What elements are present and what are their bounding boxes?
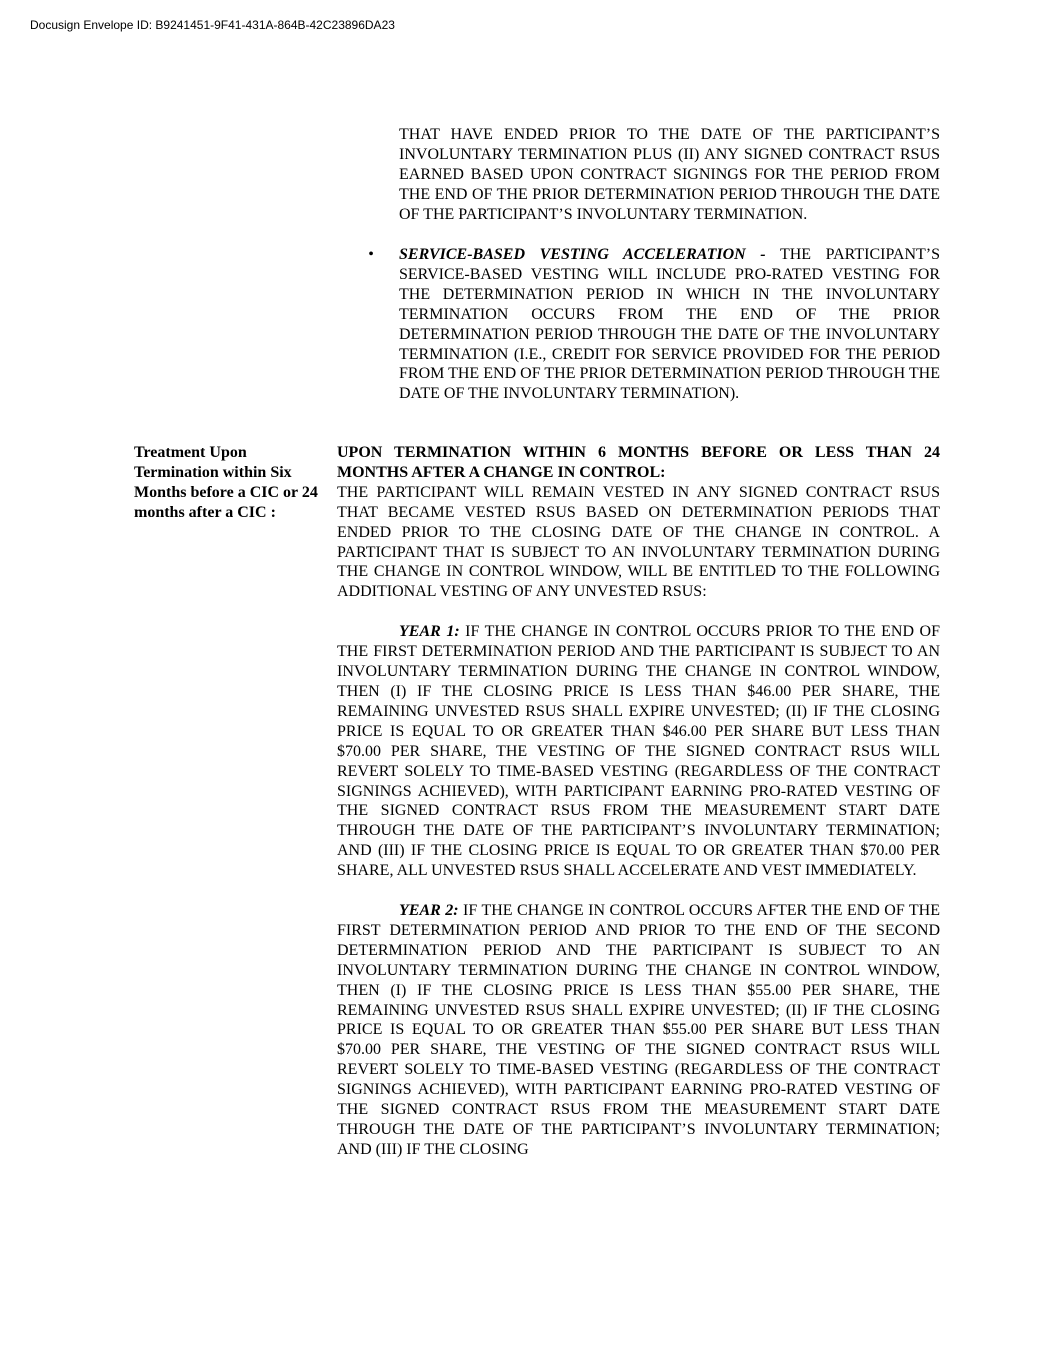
year1-text: IF THE CHANGE IN CONTROL OCCURS PRIOR TO THE END OF THE FIRST DETERMINATION PERIOD AND THE PARTICIPANT IS SUBJECT TO AN INVOLUNTARY TERMINATION DURING THE CHANGE IN CONTROL WINDOW, THEN (I) IF THE CLOSING PRICE IS LESS THAN $46.00 PER SHARE, THE REMAINING UNVESTED RSUS SHALL EXPIRE UNVESTED; (II) IF THE CLOSING PRICE IS EQUAL TO OR GREATER THAN $46.00 PER SHARE BUT LESS THAN $70.00 PER SHARE, THE VESTING OF THE SIGNED CONTRACT RSUS WILL REVERT SOLELY TO TIME-BASED VESTING (REGARDLESS OF THE CONTRACT SIGNINGS ACHIEVED), WITH PARTICIPANT EARNING PRO-RATED VESTING OF THE SIGNED CONTRACT RSUS FROM THE MEASUREMENT START DATE THROUGH THE DATE OF THE PARTICIPANT’S INVOLUNTARY TERMINATION; AND (III) IF THE CLOSING PRICE IS EQUAL TO OR GREATER THAN $70.00 PER SHARE, ALL UNVESTED RSUS SHALL ACCELERATE AND VEST IMMEDIATELY. (337, 623, 940, 880)
bullet-text: THE PARTICIPANT’S SERVICE-BASED VESTING WILL INCLUDE PRO-RATED VESTING FOR THE DETERMINATION PERIOD IN WHICH IN THE INVOLUNTARY TERMINATION OCCURS FROM THE END OF THE PRIOR DETERMINATION PERIOD THROUGH THE DATE OF THE INVOLUNTARY TERMINATION (I.E., CREDIT FOR SERVICE PROVIDED FOR THE PERIOD FROM THE END OF THE PRIOR DETERMINATION PERIOD THROUGH THE DATE OF THE INVOLUNTARY TERMINATION). (399, 246, 940, 403)
service-based-vesting-bullet (365, 245, 940, 404)
bullet-icon: • (368, 246, 374, 263)
year2-text: IF THE CHANGE IN CONTROL OCCURS AFTER THE END OF THE FIRST DETERMINATION PERIOD AND PRIOR TO THE END OF THE SECOND DETERMINATION PERIOD AND THE PARTICIPANT IS SUBJECT TO AN INVOLUNTARY TERMINATION DURING THE CHANGE IN CONTROL WINDOW, THEN (I) IF THE CLOSING PRICE IS LESS THAN $55.00 PER SHARE, THE REMAINING UNVESTED RSUS SHALL EXPIRE UNVESTED; (II) IF THE CLOSING PRICE IS EQUAL TO OR GREATER THAN $55.00 PER SHARE BUT LESS THAN $70.00 PER SHARE, THE VESTING OF THE SIGNED CONTRACT RSUS WILL REVERT SOLELY TO TIME-BASED VESTING (REGARDLESS OF THE CONTRACT SIGNINGS ACHIEVED), WITH PARTICIPANT EARNING PRO-RATED VESTING OF THE SIGNED CONTRACT RSUS FROM THE MEASUREMENT START DATE THROUGH THE DATE OF THE PARTICIPANT’S INVOLUNTARY TERMINATION; AND (III) IF THE CLOSING (337, 902, 940, 1158)
continuation-paragraph: THAT HAVE ENDED PRIOR TO THE DATE OF THE PARTICIPANT’S INVOLUNTARY TERMINATION PLUS (II) ANY SIGNED CONTRACT RSUS EARNED BASED UPON CONTRACT SIGNINGS FOR THE PERIOD FROM THE END OF THE PRIOR DETERMINATION PERIOD THROUGH THE DATE OF THE PARTICIPANT’S INVOLUNTARY TERMINATION. (399, 126, 940, 223)
year1-label: YEAR 1: (399, 623, 460, 641)
section-heading: UPON TERMINATION WITHIN 6 MONTHS BEFORE OR LESS THAN 24 MONTHS AFTER A CHANGE IN CONTROL: (337, 444, 940, 481)
bullet-title: SERVICE-BASED VESTING ACCELERATION - (399, 246, 766, 263)
section-label: Treatment Upon Termination within Six Months before a CIC or 24 months after a CIC : (134, 444, 318, 521)
year2-paragraph (337, 901, 940, 1160)
section-intro: THE PARTICIPANT WILL REMAIN VESTED IN ANY SIGNED CONTRACT RSUS THAT BECAME VESTED RSUS BASED ON DETERMINATION PERIODS THAT ENDED PRIOR TO THE CLOSING DATE OF THE CHANGE IN CONTROL. A PARTICIPANT THAT IS SUBJECT TO AN INVOLUNTARY TERMINATION DURING THE CHANGE IN CONTROL WINDOW, WILL BE ENTITLED TO THE FOLLOWING ADDITIONAL VESTING OF ANY UNVESTED RSUS: (337, 483, 940, 601)
year2-label: YEAR 2: (399, 902, 459, 920)
envelope-id: Docusign Envelope ID: B9241451-9F41-431A-864B-42C23896DA23 (30, 18, 395, 32)
bullet-body (399, 245, 940, 404)
year1-paragraph (337, 622, 940, 881)
section-body (337, 443, 940, 1160)
